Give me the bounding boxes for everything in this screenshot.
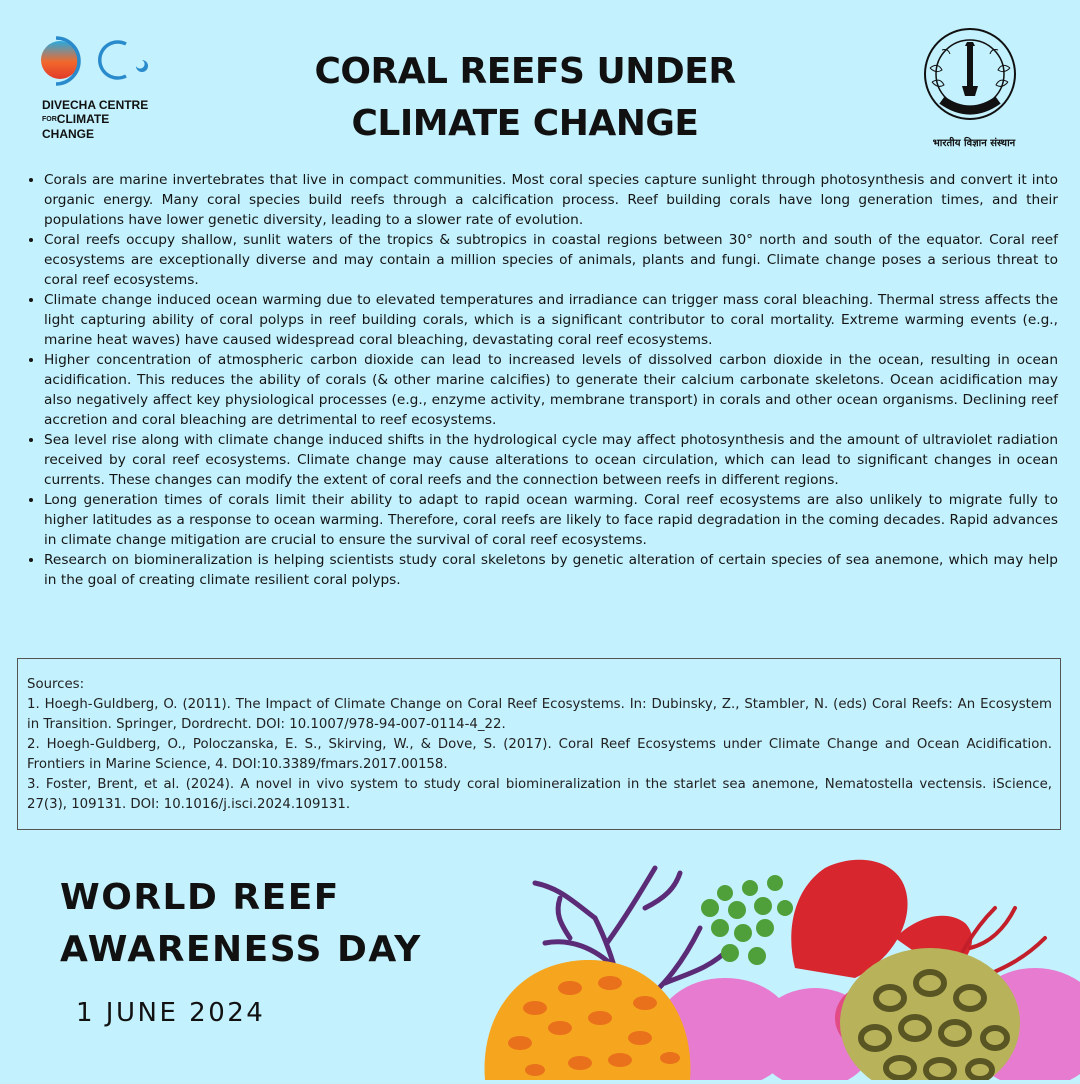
divecha-logo [28,30,158,141]
event-date: 1 JUNE 2024 [76,998,266,1028]
event-title-line2: AWARENESS DAY [60,929,422,970]
divecha-logo-caption [42,98,158,141]
iisc-logo [912,28,1036,148]
fact-bullet: • Higher concentration of atmospheric carbon dioxide can lead to increased levels of dissolved carbon dioxide in the ocean, resulting in ocean acidification. This reduces the ability of corals (& other marine calcifies) to generate their calcium carbonate skeletons. Ocean acidification may also negatively affect key physiological processes (e.g., enzyme activity, membrane transport) in corals and other ocean organisms. Declining reef accretion and coral bleaching are detrimental to reef ecosystems. [44,350,1058,430]
fact-bullet: • Corals are marine invertebrates that live in compact communities. Most coral species capture sunlight through photosynthesis and convert it into organic energy. Many coral species build reefs through a calcification process. Reef building corals have long generation times, and their populations have lower genetic diversity, leading to a slower rate of evolution. [44,170,1058,230]
divecha-logo-icon [28,30,148,92]
page-title-line2: CLIMATE CHANGE [351,103,699,144]
page-title [270,46,780,150]
fact-bullet: • Long generation times of corals limit their ability to adapt to rapid ocean warming. Coral reef ecosystems are also unlikely to migrate fully to higher latitudes as a response to ocean warming. Therefore, coral reefs are likely to face rapid degradation in the coming decades. Rapid advances in climate change mitigation are crucial to ensure the survival of coral reef ecosystems. [44,490,1058,550]
fact-bullet: • Research on biomineralization is helping scientists study coral skeletons by genetic alteration of certain species of sea anemone, which may help in the goal of creating climate resilient coral polyps. [44,550,1058,590]
fact-bullet: • Sea level rise along with climate change induced shifts in the hydrological cycle may affect photosynthesis and the amount of ultraviolet radiation received by coral reef ecosystems. Climate change may cause alterations to ocean circulation, which can lead to significant changes in ocean currents. These changes can modify the extent of coral reefs and the connection between reefs in different regions. [44,430,1058,490]
event-title-line1: WORLD REEF [60,877,340,918]
page-title-line1: CORAL REEFS UNDER [314,51,736,92]
divecha-logo-line2: CLIMATE CHANGE [42,112,110,141]
event-title [60,872,480,976]
fact-bullet: • Climate change induced ocean warming due to elevated temperatures and irradiance can trigger mass coral bleaching. Thermal stress affects the light capturing ability of coral polyps in reef building corals, which is a significant contributor to coral mortality. Extreme warming events (e.g., marine heat waves) have caused widespread coral bleaching, devastating coral reef ecosystems. [44,290,1058,350]
iisc-emblem-icon [912,28,1036,130]
source-item: 1. Hoegh-Guldberg, O. (2011). The Impact of Climate Change on Coral Reef Ecosystems. In: Dubinsky, Z., Stambler, N. (eds) Coral Reefs: An Ecosystem in Transition. Springer, Dordrecht. DOI: 10.1007/978-94-007-0114-4_22. [27,697,1052,732]
fact-bullet: • Coral reefs occupy shallow, sunlit waters of the tropics & subtropics in coastal regions between 30° north and south of the equator. Coral reef ecosystems are exceptionally diverse and may contain a million species of animals, plants and fungi. Climate change poses a serious threat to coral reef ecosystems. [44,230,1058,290]
fact-bullet-list [22,170,1058,590]
iisc-logo-caption: भारतीय विज्ञान संस्थान [932,138,1016,149]
sources-heading: Sources: [27,677,85,692]
sources-box [17,658,1061,830]
source-item: 3. Foster, Brent, et al. (2024). A novel in vivo system to study coral biomineralization in the starlet sea anemone, Nematostella vectensis. iScience, 27(3), 109131. DOI: 10.1016/j.isci.2024.109131. [27,777,1052,812]
divecha-logo-line1: DIVECHA CENTRE [42,98,149,112]
coral-reef-illustration [475,848,1080,1080]
divecha-logo-prefix: FOR [42,115,57,123]
source-item: 2. Hoegh-Guldberg, O., Poloczanska, E. S., Skirving, W., & Dove, S. (2017). Coral Reef Ecosystems under Climate Change and Ocean Acidification. Frontiers in Marine Science, 4. DOI:10.3389/fmars.2017.00158. [27,737,1052,772]
coral-reef-illustration-icon [475,848,1080,1080]
